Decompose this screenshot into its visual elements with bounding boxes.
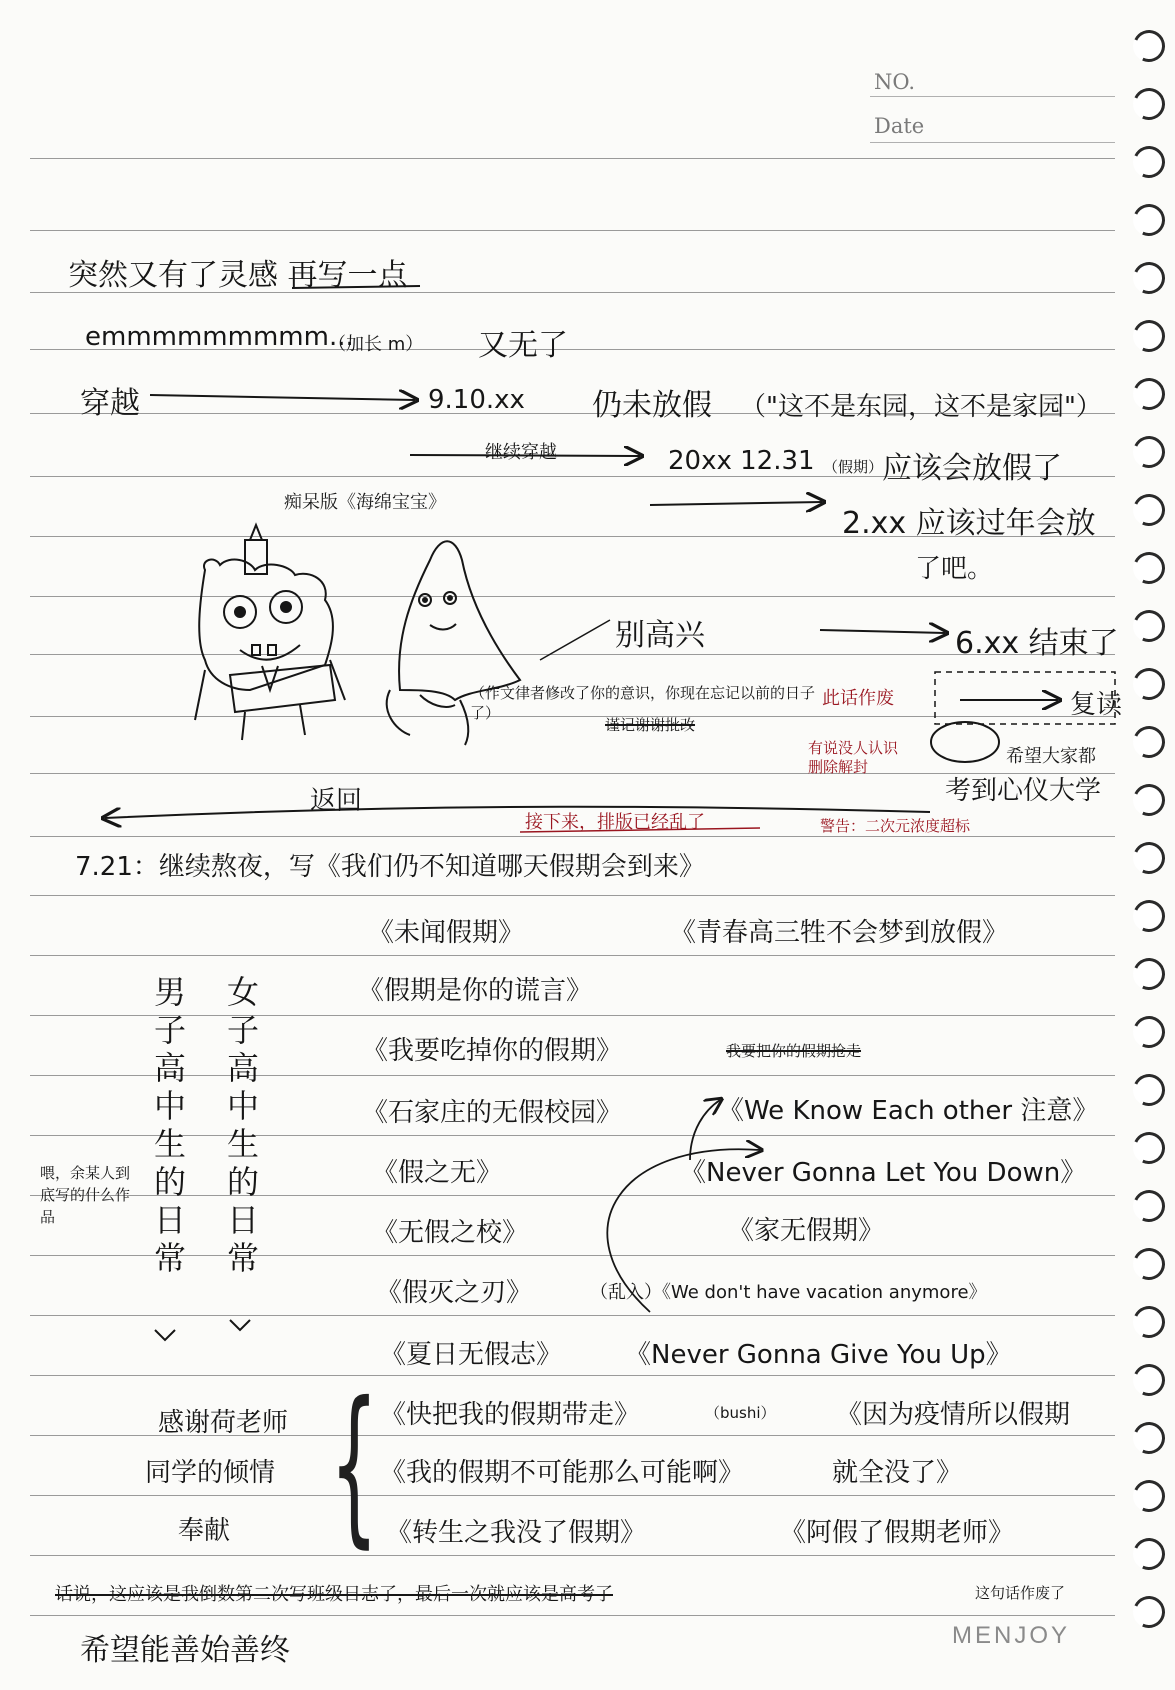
bushi-note: （bushi） — [705, 1404, 776, 1422]
caret-icon — [155, 1330, 175, 1340]
warning-anime-red: 警告：二次元浓度超标 — [820, 817, 971, 835]
title-item: 《青春高三牲不会梦到放假》 — [670, 918, 1009, 948]
ruled-line — [30, 895, 1115, 896]
return-label: 返回 — [310, 786, 363, 816]
ring-icon — [1128, 1475, 1169, 1516]
arrow-icon — [650, 502, 822, 505]
title-item: 《假期是你的谎言》 — [358, 976, 593, 1006]
ring-icon — [1128, 25, 1169, 66]
thanks-line-1: 感谢荷老师 — [158, 1408, 289, 1438]
ruled-line — [30, 1135, 1115, 1136]
title-item: （乱入）《We don't have vacation anymore》 — [590, 1282, 987, 1303]
ring-icon — [1128, 605, 1169, 646]
caret-icon — [230, 1320, 250, 1330]
title-item: 《石家庄的无假校园》 — [362, 1098, 623, 1128]
ruled-line — [30, 1615, 1115, 1616]
date-9-10: 9.10.xx — [428, 385, 525, 415]
ring-icon — [1128, 1359, 1169, 1400]
ring-icon — [1128, 83, 1169, 124]
title-item-struck: 我要把你的假期抢走 — [726, 1042, 862, 1060]
memory-modified-note: （作文律者修改了你的意识，你现在忘记以前的日子了） — [470, 684, 816, 722]
ring-icon — [1128, 721, 1169, 762]
ring-icon — [1128, 489, 1169, 530]
ruled-line — [30, 1195, 1115, 1196]
title-item: 就全没了》 — [832, 1458, 963, 1488]
ring-icon — [1128, 373, 1169, 414]
ring-icon — [1128, 895, 1169, 936]
holiday-note: （假期） — [823, 458, 884, 476]
ruled-line — [30, 1375, 1115, 1376]
title-item: 《Never Gonna Give You Up》 — [625, 1340, 1012, 1370]
back-arrow-icon — [105, 807, 930, 818]
ruled-line — [30, 1075, 1115, 1076]
title-item: 《未闻假期》 — [368, 918, 525, 948]
ruled-line — [870, 96, 1115, 97]
heading-inspiration: 突然又有了灵感 再写一点 — [68, 258, 408, 293]
void-statement-red: 此话作废 — [822, 688, 894, 709]
title-item: 《我要吃掉你的假期》 — [362, 1036, 623, 1066]
thanks-line-2: 同学的倾情 — [145, 1458, 276, 1488]
feb-vacation-end: 了吧。 — [915, 554, 994, 584]
june-ends: 6.xx 结束了 — [955, 626, 1119, 661]
stay-up-line: 7.21：继续熬夜，写《我们仍不知道哪天假期会到来》 — [75, 852, 705, 882]
quote-not-home: （"这不是东园，这不是家园"） — [740, 392, 1102, 422]
ruled-line — [30, 1255, 1115, 1256]
emm-text: emmmmmmmmm... — [85, 322, 354, 352]
arrow-icon — [820, 630, 945, 633]
feb-vacation: 2.xx 应该过年会放 — [842, 506, 1096, 541]
ring-icon — [1128, 1243, 1169, 1284]
should-have-vacation: 应该会放假了 — [882, 451, 1062, 486]
ruled-line — [30, 1015, 1115, 1016]
side-note: 喂，余某人到底写的什么作品 — [40, 1164, 131, 1226]
ring-icon — [1128, 1069, 1169, 1110]
title-item: 《We Know Each other 注意》 — [718, 1096, 1099, 1126]
ring-icon — [1128, 431, 1169, 472]
ruled-line — [30, 955, 1115, 956]
dream-university: 考到心仪大学 — [945, 776, 1102, 806]
title-item: 《假之无》 — [372, 1158, 503, 1188]
layout-messy-red: 接下来，排版已经乱了 — [525, 812, 705, 833]
title-item: 《阿假了假期老师》 — [780, 1518, 1015, 1548]
delete-unseal-red: 删除解封 — [808, 758, 869, 776]
title-item: 《Never Gonna Let You Down》 — [680, 1158, 1087, 1188]
ruled-line — [30, 654, 1115, 655]
ring-icon — [1128, 1417, 1169, 1458]
date-12-31: 20xx 12.31 — [668, 446, 815, 476]
ring-icon — [1128, 1591, 1169, 1632]
ruled-line — [30, 836, 1115, 837]
loop-drawing — [931, 722, 999, 762]
not-on-vacation: 仍未放假 — [592, 388, 712, 423]
title-item: 《快把我的假期带走》 — [380, 1400, 641, 1430]
ring-icon — [1128, 1185, 1169, 1226]
ring-icon — [1128, 141, 1169, 182]
vertical-title-girls: 女子高中生的日常 — [222, 975, 260, 1279]
nobody-knows-red: 有说没人认识 — [808, 739, 899, 757]
ruled-line — [30, 230, 1115, 231]
ring-icon — [1128, 315, 1169, 356]
thanks-line-3: 奉献 — [178, 1516, 231, 1546]
brand-logo: MENJOY — [951, 1622, 1070, 1649]
ring-icon — [1128, 837, 1169, 878]
ring-icon — [1128, 257, 1169, 298]
ring-icon — [1128, 199, 1169, 240]
date-label: Date — [874, 114, 925, 138]
closing-wish: 希望能善始善终 — [80, 1633, 290, 1668]
dumb-spongebob-caption: 痴呆版《海绵宝宝》 — [284, 492, 446, 513]
ruled-line — [30, 1495, 1115, 1496]
ring-icon — [1128, 1127, 1169, 1168]
continue-travel-label: 继续穿越 — [485, 442, 557, 463]
ring-icon — [1128, 953, 1169, 994]
title-item: 《家无假期》 — [728, 1216, 885, 1246]
ruled-line — [30, 158, 1115, 159]
time-travel-label: 穿越 — [80, 386, 140, 421]
none-text: 又无了 — [478, 328, 568, 363]
ruled-line — [870, 142, 1115, 143]
repeat-year: 复读 — [1070, 690, 1123, 720]
title-item: 《因为疫情所以假期 — [836, 1400, 1071, 1430]
bottom-note-struck: 话说，这应该是我倒数第二次写班级日志了，最后一次就应该是高考了 — [55, 1584, 613, 1605]
ring-icon — [1128, 663, 1169, 704]
lengthen-note: （加长 m） — [328, 334, 424, 355]
ring-icon — [1128, 1301, 1169, 1342]
hope-everyone: 希望大家都 — [1006, 746, 1096, 767]
curve-arrow-icon — [690, 1100, 720, 1160]
spiral-binding — [1129, 30, 1169, 1670]
title-item: 《假灭之刃》 — [376, 1278, 533, 1308]
title-item: 《我的假期不可能那么可能啊》 — [380, 1458, 745, 1488]
thanks-correction-struck: 谨记谢谢批改 — [605, 716, 696, 734]
ring-icon — [1128, 1533, 1169, 1574]
title-item: 《无假之校》 — [372, 1218, 529, 1248]
title-item: 《转生之我没了假期》 — [386, 1518, 647, 1548]
arrow-icon — [150, 395, 415, 400]
no-label: NO. — [874, 70, 916, 94]
vertical-title-boys: 男子高中生的日常 — [149, 975, 187, 1279]
title-item: 《夏日无假志》 — [380, 1340, 563, 1370]
ring-icon — [1128, 547, 1169, 588]
ruled-line — [30, 1555, 1115, 1556]
ruled-line — [30, 1315, 1115, 1316]
ruled-line — [30, 596, 1115, 597]
brace-icon: { — [329, 1366, 379, 1564]
spongebob-doodle — [195, 525, 345, 740]
bottom-void-note: 这句话作废了 — [975, 1584, 1066, 1602]
ring-icon — [1128, 779, 1169, 820]
ring-icon — [1128, 1011, 1169, 1052]
dont-be-happy: 别高兴 — [615, 618, 705, 653]
